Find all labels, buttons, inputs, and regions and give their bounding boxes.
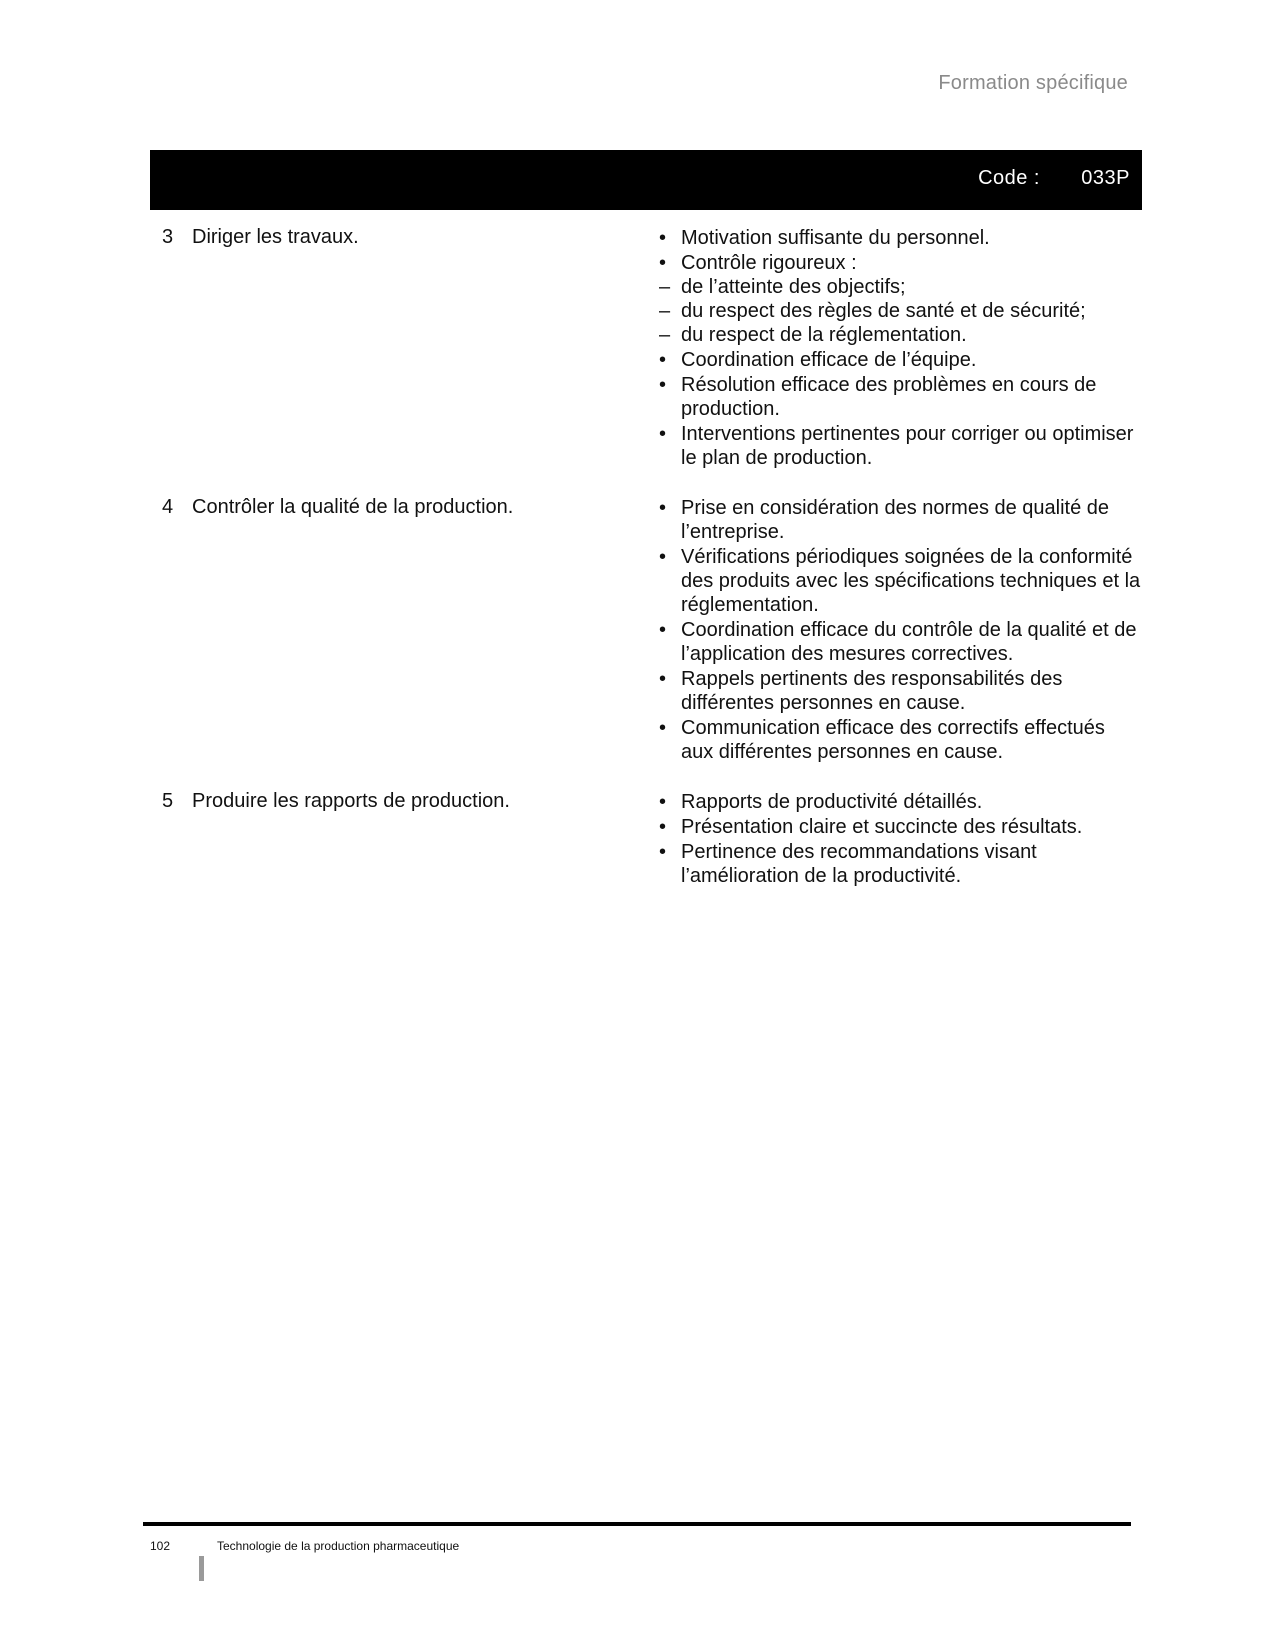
criterion-text: Rappels pertinents des responsabilités des différentes personnes en cause. [681, 668, 1063, 714]
footer-marker [199, 1556, 204, 1581]
footer-title: Technologie de la production pharmaceutique [217, 1539, 460, 1553]
criterion-text: Vérifications périodiques soignées de la conformité des produits avec les spécifications techniques et la réglementation. [681, 546, 1141, 616]
element-cell [150, 495, 650, 764]
bullet-icon: • [659, 816, 667, 838]
table-row [150, 789, 1142, 888]
code-bar [150, 150, 1142, 210]
table-row [150, 225, 1142, 470]
dash-icon: – [659, 324, 671, 346]
bullet-icon: • [659, 252, 667, 274]
element-text: Produire les rapports de production. [192, 790, 510, 812]
criterion-text: Pertinence des recommandations visant l’amélioration de la productivité. [681, 841, 1037, 887]
list-item [657, 545, 1142, 617]
list-item [657, 815, 1142, 839]
bullet-icon: • [659, 717, 667, 739]
list-item [657, 840, 1142, 888]
element-number: 5 [162, 790, 174, 812]
dash-icon: – [659, 276, 671, 298]
sub-item [657, 323, 1142, 347]
list-item [657, 790, 1142, 814]
list-item [657, 348, 1142, 372]
element-cell [150, 789, 650, 888]
bullet-icon: • [659, 497, 667, 519]
criterion-text: Communication efficace des correctifs effectués aux différentes personnes en cause. [681, 717, 1105, 763]
sub-item [657, 275, 1142, 299]
list-item [657, 496, 1142, 544]
criterion-text: Prise en considération des normes de qualité de l’entreprise. [681, 497, 1110, 543]
dash-icon: – [659, 300, 671, 322]
element-text: Contrôler la qualité de la production. [192, 496, 514, 518]
competency-table [150, 225, 1142, 912]
sub-item [657, 299, 1142, 323]
element-text: Diriger les travaux. [192, 226, 359, 248]
code-value: 033P [1081, 167, 1130, 189]
criterion-text: Motivation suffisante du personnel. [681, 227, 990, 249]
criteria-cell [650, 225, 1142, 470]
criteria-cell [650, 789, 1142, 888]
bullet-icon: • [659, 374, 667, 396]
bullet-icon: • [659, 791, 667, 813]
criterion-text: Résolution efficace des problèmes en cours de production. [681, 374, 1097, 420]
list-item [657, 422, 1142, 470]
bullet-icon: • [659, 349, 667, 371]
element-cell [150, 225, 650, 470]
criteria-cell [650, 495, 1142, 764]
list-item [657, 618, 1142, 666]
list-item [657, 373, 1142, 421]
footer-rule [143, 1522, 1131, 1526]
list-item [657, 716, 1142, 764]
running-title: Formation spécifique [938, 72, 1128, 94]
sub-item-text: du respect de la réglementation. [681, 324, 967, 346]
criterion-text: Contrôle rigoureux : [681, 252, 857, 274]
table-row [150, 495, 1142, 764]
list-item [657, 226, 1142, 250]
bullet-icon: • [659, 423, 667, 445]
element-number: 4 [162, 496, 174, 518]
sub-item-text: du respect des règles de santé et de sécurité; [681, 300, 1086, 322]
element-number: 3 [162, 226, 174, 248]
bullet-icon: • [659, 227, 667, 249]
code-label: Code : [978, 167, 1040, 189]
criterion-text: Rapports de productivité détaillés. [681, 791, 983, 813]
sub-item-text: de l’atteinte des objectifs; [681, 276, 906, 298]
bullet-icon: • [659, 619, 667, 641]
bullet-icon: • [659, 668, 667, 690]
criterion-text: Coordination efficace de l’équipe. [681, 349, 977, 371]
list-item [657, 667, 1142, 715]
list-item [657, 251, 1142, 347]
page-number: 102 [150, 1539, 171, 1553]
bullet-icon: • [659, 841, 667, 863]
criterion-text: Coordination efficace du contrôle de la qualité et de l’application des mesures correctives. [681, 619, 1137, 665]
criterion-text: Présentation claire et succincte des résultats. [681, 816, 1083, 838]
criterion-text: Interventions pertinentes pour corriger ou optimiser le plan de production. [681, 423, 1134, 469]
bullet-icon: • [659, 546, 667, 568]
